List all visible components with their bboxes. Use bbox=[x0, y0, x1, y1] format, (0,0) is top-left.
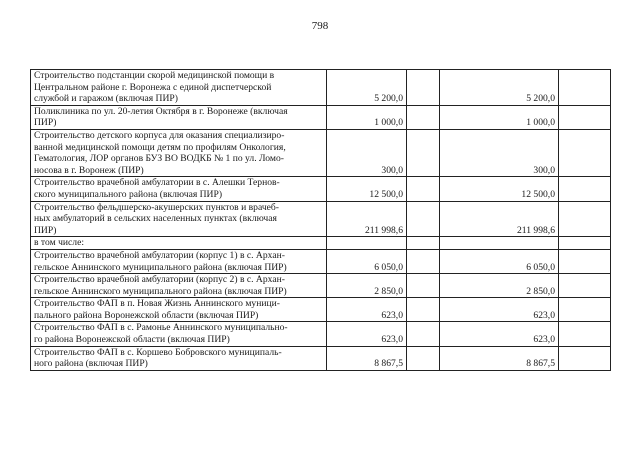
value-cell: 211 998,6 bbox=[327, 201, 407, 237]
row-name-cell bbox=[31, 70, 327, 106]
row-name-line: ского муниципального района (включая ПИР) bbox=[34, 188, 223, 200]
row-name-line: ПИР) bbox=[34, 224, 57, 236]
row-name-line: Строительство фельдшерско-акушерских пунктов и врачеб- bbox=[34, 201, 279, 213]
value-cell: 1 000,0 bbox=[327, 105, 407, 129]
row-name-line: го района Воронежской области (включая ПИР) bbox=[34, 334, 230, 346]
value-cell: 5 200,0 bbox=[440, 70, 559, 106]
row-name-cell bbox=[31, 201, 327, 237]
table-row bbox=[31, 298, 611, 322]
value-cell: 5 200,0 bbox=[327, 70, 407, 106]
empty-cell bbox=[559, 298, 611, 322]
value-cell: 6 050,0 bbox=[327, 249, 407, 273]
value-cell: 2 850,0 bbox=[327, 274, 407, 298]
row-name-cell bbox=[31, 346, 327, 370]
empty-cell bbox=[407, 249, 440, 273]
empty-cell bbox=[559, 129, 611, 176]
row-name-cell bbox=[31, 177, 327, 201]
table-row bbox=[31, 105, 611, 129]
row-name-cell bbox=[31, 129, 327, 176]
row-name-line: Поликлиника по ул. 20-летия Октября в г. Воронеже (включая bbox=[34, 105, 288, 117]
row-name-line: ванной медицинской помощи детям по профилям Онкология, bbox=[34, 141, 286, 153]
value-cell: 12 500,0 bbox=[327, 177, 407, 201]
empty-cell bbox=[407, 274, 440, 298]
empty-cell bbox=[407, 129, 440, 176]
value-cell: 623,0 bbox=[327, 322, 407, 346]
row-name-line: Строительство ФАП в с. Рамонье Аннинского муниципально- bbox=[34, 322, 288, 334]
empty-cell bbox=[559, 201, 611, 237]
row-name-cell bbox=[31, 237, 327, 250]
table-row bbox=[31, 237, 611, 250]
table-row bbox=[31, 201, 611, 237]
row-name-line: службой и гаражом (включая ПИР) bbox=[34, 93, 178, 105]
page-number: 798 bbox=[311, 20, 329, 32]
row-name-line: пального района Воронежской области (включая ПИР) bbox=[34, 309, 259, 321]
value-cell: 12 500,0 bbox=[440, 177, 559, 201]
row-name-line: Строительство врачебной амбулатории в с. Алешки Тернов- bbox=[34, 177, 280, 189]
row-name-cell bbox=[31, 298, 327, 322]
row-name-cell bbox=[31, 249, 327, 273]
value-cell bbox=[440, 237, 559, 250]
value-cell: 8 867,5 bbox=[327, 346, 407, 370]
value-cell: 211 998,6 bbox=[440, 201, 559, 237]
row-name-line: Строительство врачебной амбулатории (корпус 1) в с. Архан- bbox=[34, 249, 285, 261]
row-name-line: Центральном районе г. Воронежа с единой диспетчерской bbox=[34, 81, 272, 93]
value-cell: 2 850,0 bbox=[440, 274, 559, 298]
empty-cell bbox=[407, 105, 440, 129]
row-name-line: Строительство подстанции скорой медицинской помощи в bbox=[34, 70, 275, 81]
table-row bbox=[31, 249, 611, 273]
empty-cell bbox=[407, 298, 440, 322]
row-name-line: в том числе: bbox=[34, 237, 85, 249]
row-name-line: Строительство детского корпуса для оказания специализиро- bbox=[34, 129, 285, 141]
row-name-line: гельское Аннинского муниципального района (включая ПИР) bbox=[34, 261, 287, 273]
empty-cell bbox=[407, 201, 440, 237]
row-name-line: носова в г. Воронеж (ПИР) bbox=[34, 164, 144, 176]
empty-cell bbox=[407, 70, 440, 106]
empty-cell bbox=[559, 249, 611, 273]
row-name-line: ных амбулаторий в сельских населенных пунктах (включая bbox=[34, 213, 277, 225]
row-name-cell bbox=[31, 105, 327, 129]
empty-cell bbox=[559, 237, 611, 250]
table-row bbox=[31, 70, 611, 106]
value-cell bbox=[327, 237, 407, 250]
empty-cell bbox=[407, 177, 440, 201]
value-cell: 1 000,0 bbox=[440, 105, 559, 129]
row-name-line: Строительство врачебной амбулатории (корпус 2) в с. Архан- bbox=[34, 274, 285, 286]
value-cell: 8 867,5 bbox=[440, 346, 559, 370]
budget-table-body bbox=[31, 70, 611, 371]
table-row bbox=[31, 177, 611, 201]
table-row bbox=[31, 322, 611, 346]
empty-cell bbox=[407, 346, 440, 370]
empty-cell bbox=[559, 322, 611, 346]
empty-cell bbox=[407, 237, 440, 250]
value-cell: 6 050,0 bbox=[440, 249, 559, 273]
table-row bbox=[31, 274, 611, 298]
table-row bbox=[31, 129, 611, 176]
value-cell: 623,0 bbox=[327, 298, 407, 322]
row-name-line: гельское Аннинского муниципального района (включая ПИР) bbox=[34, 285, 287, 297]
empty-cell bbox=[407, 322, 440, 346]
row-name-line: Строительство ФАП в п. Новая Жизнь Аннинского муници- bbox=[34, 298, 280, 310]
table-row bbox=[31, 346, 611, 370]
row-name-line: ного района (включая ПИР) bbox=[34, 358, 148, 370]
row-name-line: ПИР) bbox=[34, 117, 57, 129]
empty-cell bbox=[559, 70, 611, 106]
row-name-cell bbox=[31, 274, 327, 298]
row-name-cell bbox=[31, 322, 327, 346]
value-cell: 300,0 bbox=[440, 129, 559, 176]
empty-cell bbox=[559, 177, 611, 201]
empty-cell bbox=[559, 105, 611, 129]
empty-cell bbox=[559, 274, 611, 298]
row-name-line: Строительство ФАП в с. Коршево Бобровского муниципаль- bbox=[34, 346, 282, 358]
row-name-line: Гематология, ЛОР органов БУЗ ВО ВОДКБ № 1 по ул. Ломо- bbox=[34, 153, 284, 165]
budget-table bbox=[30, 69, 611, 371]
value-cell: 623,0 bbox=[440, 298, 559, 322]
value-cell: 300,0 bbox=[327, 129, 407, 176]
empty-cell bbox=[559, 346, 611, 370]
value-cell: 623,0 bbox=[440, 322, 559, 346]
